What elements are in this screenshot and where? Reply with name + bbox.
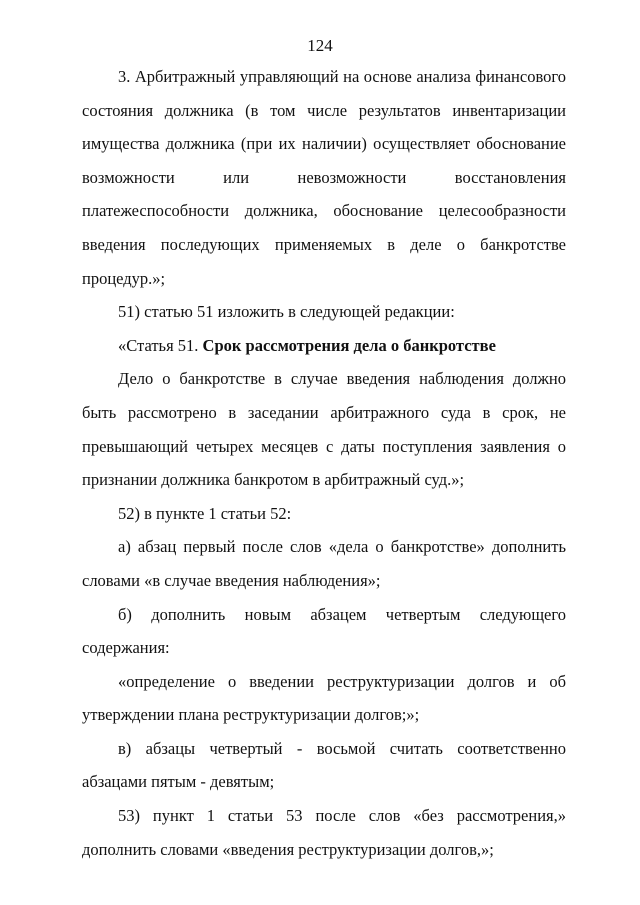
paragraph-item-53: 53) пункт 1 статьи 53 после слов «без рассмотрения,» дополнить словами «введения реструктуризации долгов,»;	[82, 806, 566, 859]
paragraph-quoted-definition: «определение о введении реструктуризации долгов и об утверждении плана реструктуризации долгов;»;	[82, 671, 566, 725]
paragraph-item-51: 51) статью 51 изложить в следующей редакции:	[118, 302, 455, 322]
paragraph-arbitration-manager: 3. Арбитражный управляющий на основе анализа финансового состояния должника (в том числе результатов инвентаризации имущества должника (при их наличии) осуществляет обоснование возможности или невозможности восстановления платежеспособности должника, обоснование целесообразности введения последующих применяемых в деле о банкротстве процедур.»;	[82, 67, 566, 288]
paragraph-article-51-heading	[82, 329, 566, 363]
article-51-prefix: «Статья 51.	[118, 335, 203, 355]
paragraph-subitem-v: в) абзацы четвертый - восьмой считать соответственно абзацами пятым - девятым;	[82, 738, 566, 792]
paragraph-subitem-b: б) дополнить новым абзацем четвертым следующего содержания:	[82, 604, 566, 658]
article-51-title: Срок рассмотрения дела о банкротстве	[202, 335, 496, 355]
page-number: 124	[307, 36, 333, 55]
paragraph-subitem-a: а) абзац первый после слов «дела о банкротстве» дополнить словами «в случае введения наблюдения»;	[82, 537, 566, 590]
paragraph-article-51-text: Дело о банкротстве в случае введения наблюдения должно быть рассмотрено в заседании арбитражного суда в срок, не превышающий четырех месяцев с даты поступления заявления о признании должника банкротом в арбитражный суд.»;	[82, 369, 566, 490]
paragraph-item-52: 52) в пункте 1 статьи 52:	[118, 503, 292, 523]
document-body	[82, 60, 566, 866]
